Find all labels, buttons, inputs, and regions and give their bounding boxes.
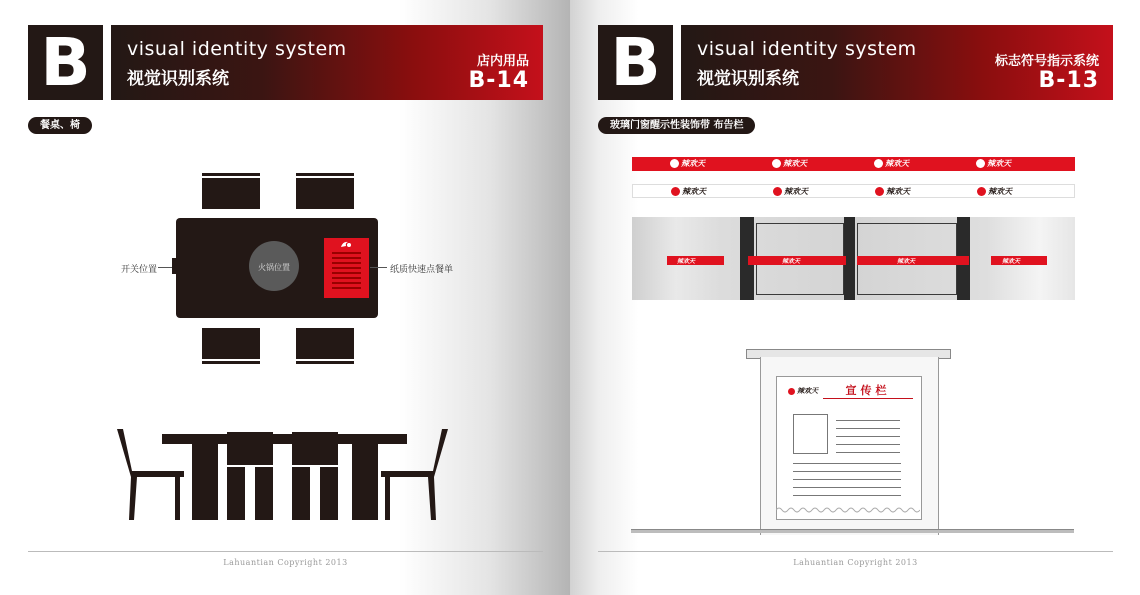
brand-logo: 辣欢天 — [773, 186, 808, 197]
right-title-en: visual identity system — [697, 38, 917, 60]
bulletin-text-line — [836, 428, 900, 429]
glass-door-photo — [632, 217, 1075, 300]
left-section-name: 店内用品 — [476, 54, 529, 69]
chair-top-view — [296, 328, 354, 364]
left-page-code: B-14 — [468, 68, 529, 93]
menu-leader-line — [370, 267, 387, 268]
left-title-en: visual identity system — [127, 38, 347, 60]
brand-logo: 辣欢天 — [670, 158, 705, 169]
brand-logo: 辣欢天 — [1002, 258, 1021, 265]
bulletin-logo: 辣欢天 — [788, 386, 818, 396]
left-section-letter: B — [28, 25, 103, 100]
left-subsection-pill: 餐桌、椅 — [28, 117, 92, 134]
right-subsection-pill: 玻璃门窗醒示性装饰带 布告栏 — [598, 117, 755, 134]
right-header-banner — [681, 25, 1113, 100]
bulletin-text-line — [836, 444, 900, 445]
left-title-cn: 视觉识别系统 — [127, 69, 229, 89]
chair-top-view — [202, 173, 260, 209]
bulletin-text-line — [836, 436, 900, 437]
right-footer-rule — [598, 551, 1113, 552]
bulletin-text-line — [793, 471, 901, 472]
brand-logo-icon — [772, 159, 781, 168]
brand-logo-icon — [670, 159, 679, 168]
brand-logo: 辣欢天 — [874, 158, 909, 169]
red-decor-strip — [632, 157, 1075, 171]
switch-label: 开关位置 — [121, 265, 158, 275]
door-red-band — [667, 256, 724, 265]
switch-leader-line — [158, 267, 172, 268]
brand-logo: 辣欢天 — [875, 186, 910, 197]
bulletin-text-line — [836, 452, 900, 453]
table-chairs-side-view — [110, 425, 455, 525]
white-decor-strip — [632, 184, 1075, 198]
brand-logo: 辣欢天 — [671, 186, 706, 197]
chair-top-view — [296, 173, 354, 209]
right-copyright: Lahuantian Copyright 2013 — [793, 558, 918, 567]
brand-logo-icon — [976, 159, 985, 168]
menu-label: 纸质快速点餐单 — [390, 265, 454, 275]
brand-logo: 辣欢天 — [976, 158, 1011, 169]
left-header-banner — [111, 25, 543, 100]
bulletin-photo-placeholder — [793, 414, 828, 454]
bulletin-title-underline — [823, 398, 913, 399]
brand-logo-icon — [977, 187, 986, 196]
brand-logo-icon — [788, 388, 795, 395]
brand-logo: 辣欢天 — [897, 258, 916, 265]
brand-logo: 辣欢天 — [677, 258, 696, 265]
bulletin-ground-line — [631, 529, 1074, 533]
left-footer-rule — [28, 551, 543, 552]
bulletin-text-line — [793, 479, 901, 480]
bulletin-text-line — [793, 463, 901, 464]
bulletin-text-line — [793, 487, 901, 488]
brand-logo-icon — [874, 159, 883, 168]
bulletin-text-line — [836, 420, 900, 421]
right-section-name: 标志符号指示系统 — [994, 54, 1099, 69]
right-page-code: B-13 — [1038, 68, 1099, 93]
brand-logo-icon — [340, 241, 352, 248]
brand-logo: 辣欢天 — [772, 158, 807, 169]
bulletin-title: 宣传栏 — [845, 384, 891, 397]
brand-logo-icon — [773, 187, 782, 196]
switch-marker — [172, 258, 177, 274]
paper-menu-card — [324, 238, 369, 298]
brand-logo: 辣欢天 — [782, 258, 801, 265]
left-copyright: Lahuantian Copyright 2013 — [223, 558, 348, 567]
chair-top-view — [202, 328, 260, 364]
right-title-cn: 视觉识别系统 — [697, 69, 799, 89]
brand-logo-icon — [875, 187, 884, 196]
right-section-letter: B — [598, 25, 673, 100]
brand-logo-icon — [671, 187, 680, 196]
bulletin-text-line — [793, 495, 901, 496]
bulletin-scallop-edge — [776, 506, 920, 514]
brand-logo: 辣欢天 — [977, 186, 1012, 197]
hotpot-label: 火锅位置 — [258, 263, 290, 272]
